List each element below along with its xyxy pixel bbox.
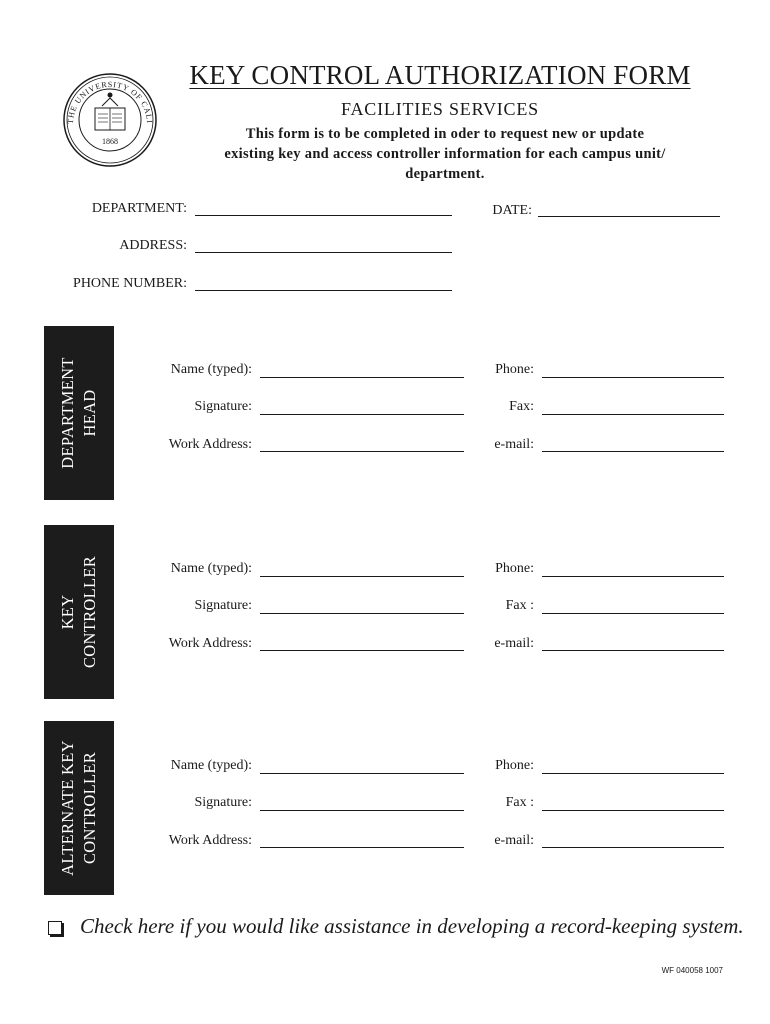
key-controller-title (57, 556, 101, 668)
dept-head-signature-label: Signature: (194, 399, 252, 414)
alt-key-controller-work-address-field[interactable] (260, 847, 464, 848)
alternate-key-controller-sidebar (44, 721, 114, 895)
address-field[interactable] (195, 252, 452, 253)
key-controller-fax-label: Fax : (505, 598, 534, 613)
department-head-title (57, 357, 101, 468)
date-field[interactable] (538, 216, 720, 217)
key-controller-signature-field[interactable] (260, 613, 464, 614)
address-label: ADDRESS: (119, 238, 187, 253)
alt-key-controller-name-label: Name (typed): (170, 758, 252, 773)
dept-head-fax-label: Fax: (509, 399, 534, 414)
key-controller-phone-field[interactable] (542, 576, 724, 577)
department-field[interactable] (195, 215, 452, 216)
svg-text:THE UNIVERSITY OF CALIFORNIA (62, 72, 154, 124)
key-controller-name-field[interactable] (260, 576, 464, 577)
key-controller-email-field[interactable] (542, 650, 724, 651)
assistance-checkbox[interactable] (48, 921, 62, 935)
dept-head-email-field[interactable] (542, 451, 724, 452)
alt-key-controller-name-field[interactable] (260, 773, 464, 774)
dept-head-work-address-field[interactable] (260, 451, 464, 452)
intro-line-1: This form is to be completed in oder to request new or update (245, 126, 645, 142)
intro-line-3: department. (405, 166, 485, 182)
key-controller-sidebar (44, 525, 114, 699)
section-title-line: CONTROLLER (80, 555, 99, 669)
alt-key-controller-signature-field[interactable] (260, 810, 464, 811)
department-head-sidebar (44, 326, 114, 500)
dept-head-phone-label: Phone: (495, 362, 534, 377)
alt-key-controller-email-label: e-mail: (494, 833, 534, 848)
seal-text: THE UNIVERSITY OF CALI (65, 79, 155, 125)
form-number: WF 040058 1007 (661, 966, 723, 975)
key-controller-work-address-field[interactable] (260, 650, 464, 651)
alt-key-controller-phone-label: Phone: (495, 758, 534, 773)
key-controller-phone-label: Phone: (495, 561, 534, 576)
date-label: DATE: (492, 203, 532, 218)
alt-key-controller-phone-field[interactable] (542, 773, 724, 774)
dept-head-name-label: Name (typed): (170, 362, 252, 377)
dept-head-work-address-label: Work Address: (168, 437, 252, 452)
alternate-key-controller-title (57, 740, 101, 876)
section-title-line: CONTROLLER (80, 751, 99, 865)
dept-head-name-field[interactable] (260, 377, 464, 378)
form-subtitle: FACILITIES SERVICES (341, 99, 539, 119)
form-intro (175, 124, 715, 184)
department-label: DEPARTMENT: (91, 201, 187, 216)
key-controller-name-label: Name (typed): (170, 561, 252, 576)
key-controller-work-address-label: Work Address: (168, 636, 252, 651)
key-controller-fax-field[interactable] (542, 613, 724, 614)
key-controller-signature-label: Signature: (194, 598, 252, 613)
alt-key-controller-signature-label: Signature: (194, 795, 252, 810)
alt-key-controller-work-address-label: Work Address: (168, 833, 252, 848)
section-title-line: HEAD (80, 389, 99, 437)
dept-head-phone-field[interactable] (542, 377, 724, 378)
assistance-checkbox-label: Check here if you would like assistance in developing a record-keeping system. (80, 914, 744, 938)
alt-key-controller-fax-label: Fax : (505, 795, 534, 810)
alt-key-controller-email-field[interactable] (542, 847, 724, 848)
intro-line-2: existing key and access controller information for each campus unit/ (224, 146, 666, 162)
section-title-line: DEPARTMENT (58, 357, 77, 469)
section-title-line: ALTERNATE KEY (58, 740, 77, 876)
phone-number-field[interactable] (195, 290, 452, 291)
key-controller-email-label: e-mail: (494, 636, 534, 651)
alt-key-controller-fax-field[interactable] (542, 810, 724, 811)
university-seal (62, 72, 158, 168)
seal-year: 1868 (102, 137, 118, 146)
phone-number-label: PHONE NUMBER: (73, 276, 187, 291)
dept-head-fax-field[interactable] (542, 414, 724, 415)
section-title-line: KEY (58, 594, 77, 630)
dept-head-signature-field[interactable] (260, 414, 464, 415)
dept-head-email-label: e-mail: (494, 437, 534, 452)
form-title: KEY CONTROL AUTHORIZATION FORM (189, 60, 691, 90)
